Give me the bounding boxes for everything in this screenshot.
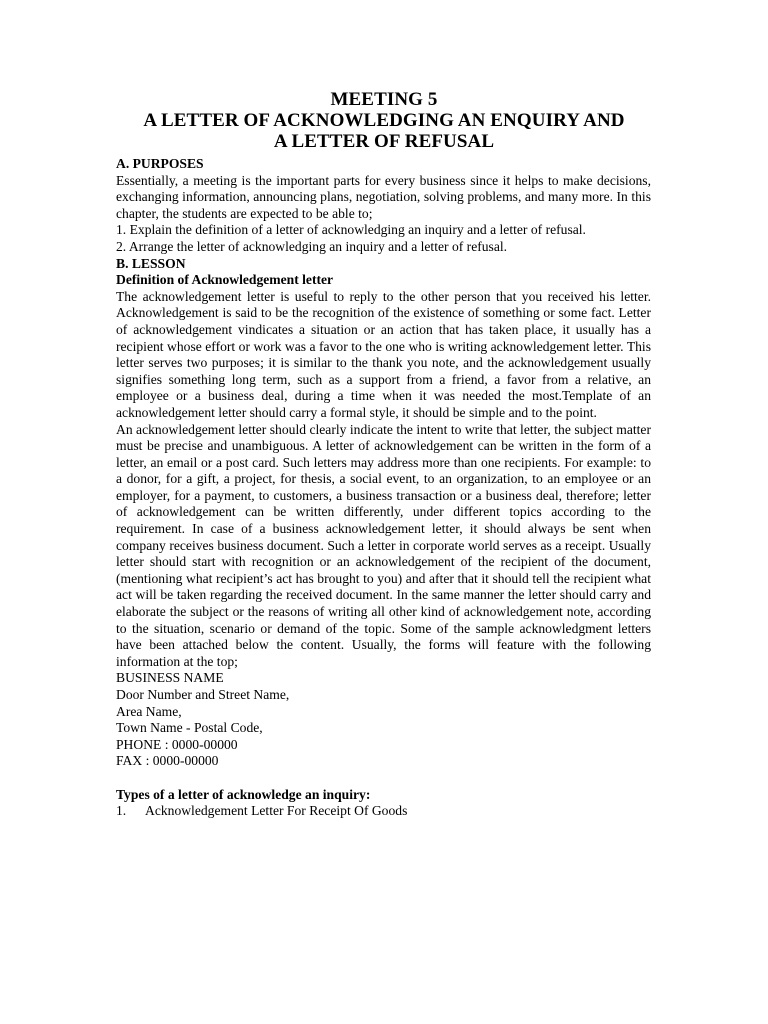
section-b-heading: B. LESSON	[116, 255, 186, 271]
objective-item: 1. Explain the definition of a letter of acknowledging an inquiry and a letter of refusal.	[116, 222, 586, 238]
purposes-paragraph	[116, 173, 651, 223]
list-item-text: Acknowledgement Letter For Receipt Of Goods	[145, 803, 408, 819]
address-line: FAX : 0000-00000	[116, 753, 219, 769]
title-line: A LETTER OF REFUSAL	[273, 131, 495, 152]
document-title	[100, 89, 668, 152]
address-line: Area Name,	[116, 703, 182, 719]
lesson-paragraph: An acknowledgement letter should clearly indicate the intent to write that letter, the subject matter must be precise and unambiguous. A letter of acknowledgement can be written in the form of a letter, an email or a post card. Such letters may address more than one recipients. For example: to a donor, for a gift, a project, for thesis, a social event, to an organization, to an employee or an employer, for a payment, to customers, a business transaction or a business deal, therefore; letter of acknowledgement can be written differently, under different topics according to the requirement. In case of a business acknowledgement letter, it should always be sent when company receives business document. Such a letter in corporate world serves as a receipt. Usually letter should start with recognition or an acknowledgement of the recipient of the document, (mentioning what recipient’s act has brought to you) and after that it should tell the recipient what act will be taken regarding the received document. In the same manner the letter should carry and elaborate the subject or the reasons of writing all other kind of acknowledgement note, according to the situation, scenario or demand of the topic. Some of the sample acknowledgment letters have been attached below the content. Usually, the forms will feature with the following information at the top;	[116, 421, 651, 669]
objective-item: 2. Arrange the letter of acknowledging an inquiry and a letter of refusal.	[116, 238, 508, 254]
address-line: Door Number and Street Name,	[116, 687, 290, 702]
types-heading: Types of a letter of acknowledge an inquiry:	[116, 786, 371, 802]
address-block	[116, 670, 651, 770]
list-number: 1.	[116, 803, 127, 819]
address-line: BUSINESS NAME	[116, 670, 224, 686]
lesson-paragraph: The acknowledgement letter is useful to reply to the other person that you received his letter. Acknowledgement is said to be the recognition of the existence of something or some fact. Letter of acknowledgement vindicates a situation or an action that has taken place, it usually has a recipient whose effort or work was a favor to the one who is writing acknowledgement letter. This letter serves two purposes; it is similar to the thank you note, and the acknowledgement usually signifies something long term, such as a support from a friend, a favor from a relative, an employee or a business deal, during a time when it was needed the most.Template of an acknowledgement letter should carry a formal style, it should be simple and to the point.	[116, 288, 651, 420]
purposes-intro: Essentially, a meeting is the important parts for every business since it helps to make decisions, exchanging information, announcing plans, negotiation, solving problems, and many more. In this chapter, the students are expected to be able to;	[116, 172, 651, 221]
document-body	[116, 156, 651, 820]
title-line: MEETING 5	[330, 89, 438, 110]
lesson-text	[116, 289, 651, 671]
types-list-item	[116, 803, 651, 820]
section-a-heading: A. PURPOSES	[116, 156, 204, 171]
title-line: A LETTER OF ACKNOWLEDGING AN ENQUIRY AND	[143, 110, 625, 131]
address-line: Town Name - Postal Code,	[116, 720, 263, 736]
address-line: PHONE : 0000-00000	[116, 736, 238, 752]
definition-subheading: Definition of Acknowledgement letter	[116, 272, 334, 288]
blank-line	[116, 770, 651, 787]
